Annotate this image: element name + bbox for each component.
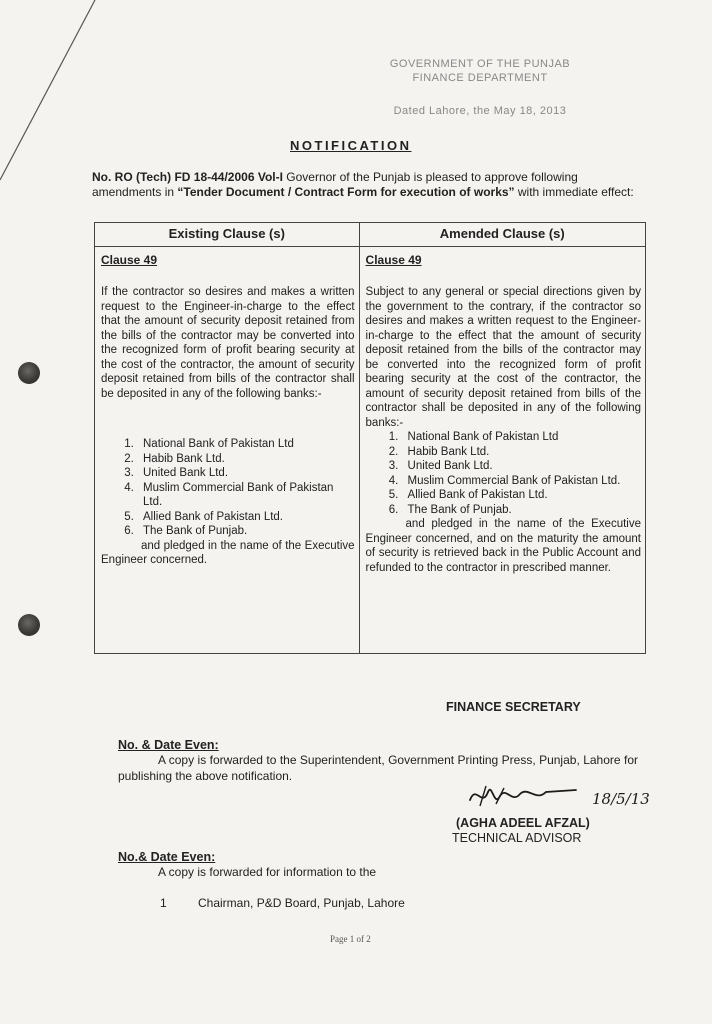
document-name: “Tender Document / Contract Form for execution of works” <box>177 185 515 199</box>
forward-text-1: A copy is forwarded to the Superintendent, Government Printing Press, Punjab, Lahore for publishing the above notification. <box>118 753 638 783</box>
signatory-name: (AGHA ADEEL AFZAL) <box>456 816 590 830</box>
list-item: 4. Muslim Commercial Bank of Pakistan Ltd. <box>137 481 355 510</box>
existing-clause-title: Clause 49 <box>101 252 158 267</box>
list-item: 5. Allied Bank of Pakistan Ltd. <box>137 510 355 525</box>
forward-heading-1: No. & Date Even: <box>118 738 219 752</box>
amended-clause-closing: and pledged in the name of the Executive Engineer concerned, and on the maturity the amount of security is retrieved back in the Public Account and refunded to the contractor in prescribed manner. <box>365 518 641 574</box>
existing-clause-closing: and pledged in the name of the Executive Engineer concerned. <box>101 539 355 566</box>
punch-hole-bottom <box>18 614 40 636</box>
notification-reference: No. RO (Tech) FD 18-44/2006 Vol-I <box>92 170 283 184</box>
amended-bank-list <box>366 430 641 517</box>
existing-clause-body: If the contractor so desires and makes a written request to the Engineer-in-charge to the effect that the amount of security deposit retained from the bills of the contractor may be converted into the recognized form of profit bearing security at the cost of the contractor, the amount of security deposit retained from bills of the contractor shall be deposited in any of the following banks:- <box>101 286 355 400</box>
signatory-title: TECHNICAL ADVISOR <box>452 831 582 845</box>
intro-paragraph <box>92 170 644 200</box>
handwritten-signature <box>466 778 656 818</box>
list-item: 3. United Bank Ltd. <box>402 459 641 474</box>
intro-text-2: with immediate effect: <box>514 185 634 199</box>
list-item: 1. National Bank of Pakistan Ltd <box>137 437 355 452</box>
punch-hole-top <box>18 362 40 384</box>
existing-clause-header: Existing Clause (s) <box>95 223 360 247</box>
amended-clause-cell <box>359 246 645 653</box>
clauses-table <box>94 222 646 654</box>
list-item: 6. The Bank of Punjab. <box>137 524 355 539</box>
amended-clause-header: Amended Clause (s) <box>359 223 645 247</box>
header-government: GOVERNMENT OF THE PUNJAB <box>389 58 571 70</box>
page-number: Page 1 of 2 <box>330 934 371 944</box>
signature-date: 18/5/13 <box>592 790 650 808</box>
recipient-text: Chairman, P&D Board, Punjab, Lahore <box>198 896 405 910</box>
list-item: 6. The Bank of Punjab. <box>402 503 641 518</box>
existing-clause-cell <box>95 246 360 653</box>
amended-clause-body: Subject to any general or special directions given by the government to the contrary, if the contractor so desires and makes a written request to the Engineer-in-charge to the effect that the amount of security deposit retained from the bills of the contractor may be converted into the recognized form of profit bearing security at the cost of the contractor, the amount of security deposit retained from bills of the contractor shall be deposited in any of the following banks:- <box>365 286 641 429</box>
finance-secretary-label: FINANCE SECRETARY <box>446 700 581 714</box>
list-item: 4. Muslim Commercial Bank of Pakistan Ltd. <box>402 474 641 489</box>
intro-text-1: Governor of the Punjab is pleased to approve following amendments in <box>92 170 578 199</box>
header-department: FINANCE DEPARTMENT <box>412 72 548 84</box>
existing-bank-list <box>101 437 355 539</box>
list-item: 1. National Bank of Pakistan Ltd <box>402 430 641 445</box>
header-dated: Dated Lahore, the May 18, 2013 <box>393 105 567 117</box>
forward-text-2: A copy is forwarded for information to the <box>158 865 377 879</box>
amended-clause-title: Clause 49 <box>365 252 422 267</box>
page-title: NOTIFICATION <box>290 138 412 153</box>
list-item: 3. United Bank Ltd. <box>137 466 355 481</box>
recipient-number: 1 <box>160 896 167 910</box>
list-item: 2. Habib Bank Ltd. <box>137 452 355 467</box>
list-item: 5. Allied Bank of Pakistan Ltd. <box>402 488 641 503</box>
list-item: 2. Habib Bank Ltd. <box>402 445 641 460</box>
forward-heading-2: No.& Date Even: <box>118 850 216 864</box>
